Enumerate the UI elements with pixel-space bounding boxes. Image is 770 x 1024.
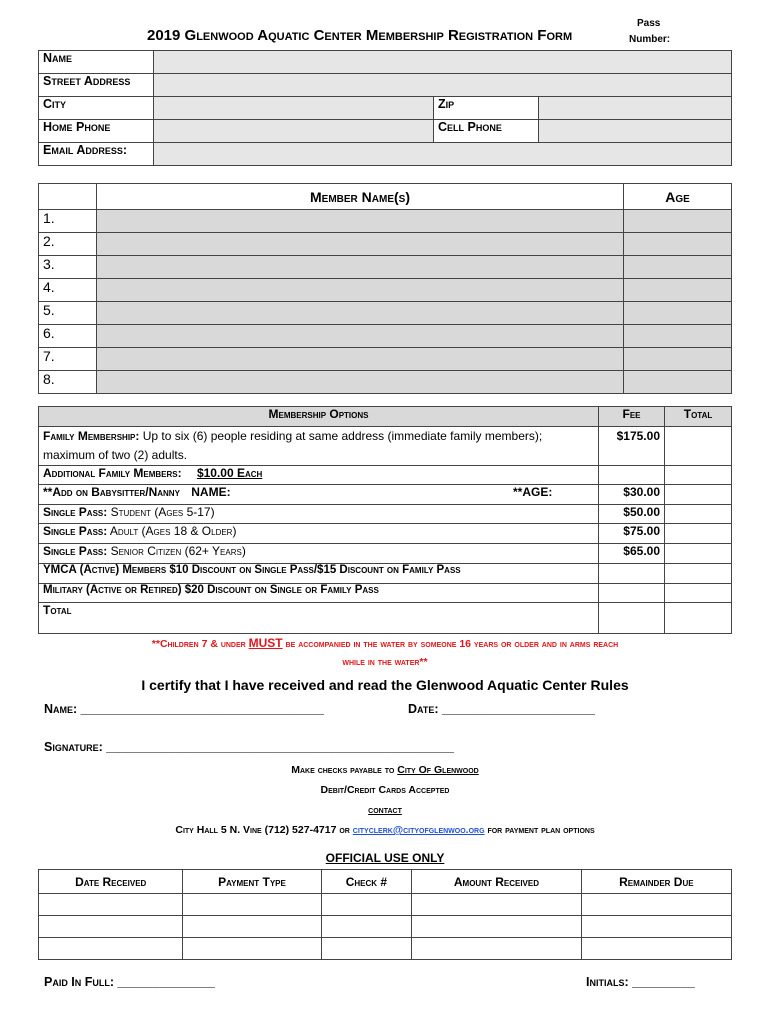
fee-header: Fee bbox=[599, 407, 665, 427]
membership-options-header: Membership Options bbox=[39, 407, 599, 427]
member-name-input[interactable] bbox=[97, 302, 624, 325]
member-age-input[interactable] bbox=[624, 325, 732, 348]
home-phone-label: Home Phone bbox=[39, 120, 154, 143]
family-membership-label: Family Membership: bbox=[43, 429, 140, 443]
babysitter-name-label: NAME: bbox=[191, 485, 231, 499]
adult-pass-label: Single Pass: bbox=[43, 524, 108, 538]
total-label: Total bbox=[39, 603, 599, 634]
warning-part1: **Children 7 & under bbox=[151, 638, 249, 650]
adult-fee: $50.00 bbox=[599, 505, 665, 524]
adult-total-input[interactable] bbox=[665, 524, 732, 544]
official-cell[interactable] bbox=[183, 894, 321, 916]
contact-or: or bbox=[336, 824, 353, 836]
family-total-input[interactable] bbox=[665, 427, 732, 466]
member-age-input[interactable] bbox=[624, 279, 732, 302]
ymca-discount: YMCA (Active) Members $10 Discount on Single Pass/$15 Discount on Family Pass bbox=[39, 564, 599, 584]
member-age-input[interactable] bbox=[624, 210, 732, 233]
check-number-header: Check # bbox=[321, 870, 412, 894]
official-cell[interactable] bbox=[321, 938, 412, 960]
street-label: Street Address bbox=[39, 74, 154, 97]
babysitter-row bbox=[39, 485, 599, 505]
family-membership-row bbox=[39, 427, 599, 466]
student-pass-desc: Student (Ages 5-17) bbox=[107, 505, 215, 519]
children-warning bbox=[38, 636, 732, 650]
member-row-number: 5. bbox=[39, 302, 97, 325]
checks-payee: City Of Glenwood bbox=[397, 764, 479, 776]
additional-members-label: Additional Family Members: bbox=[43, 466, 182, 480]
initials-field[interactable]: Initials: _________ bbox=[586, 975, 695, 989]
make-checks-line bbox=[38, 764, 732, 776]
member-row-number: 8. bbox=[39, 371, 97, 394]
official-cell[interactable] bbox=[321, 894, 412, 916]
adult-pass-desc: Adult (Ages 18 & Older) bbox=[107, 524, 237, 538]
senior-total-input[interactable] bbox=[665, 544, 732, 564]
military-total-input[interactable] bbox=[665, 584, 732, 603]
warning-part2: be accompanied in the water by someone 16 years or older and in arms reach bbox=[282, 638, 619, 650]
city-hall-info: City Hall 5 N. Vine (712) 527-4717 bbox=[175, 824, 337, 836]
member-name-input[interactable] bbox=[97, 233, 624, 256]
family-fee: $175.00 bbox=[599, 427, 665, 466]
member-name-input[interactable] bbox=[97, 256, 624, 279]
official-cell[interactable] bbox=[581, 894, 731, 916]
member-row-number: 7. bbox=[39, 348, 97, 371]
total-header: Total bbox=[665, 407, 732, 427]
contact-table bbox=[38, 50, 732, 166]
signature-field[interactable]: Signature: __________________________________________________ bbox=[44, 740, 454, 754]
membership-options-table bbox=[38, 406, 732, 634]
member-age-input[interactable] bbox=[624, 256, 732, 279]
official-cell[interactable] bbox=[183, 938, 321, 960]
zip-input[interactable] bbox=[539, 97, 732, 120]
official-cell[interactable] bbox=[39, 894, 183, 916]
senior-pass-label: Single Pass: bbox=[43, 544, 108, 558]
official-cell[interactable] bbox=[39, 916, 183, 938]
senior-fee-2: $65.00 bbox=[599, 544, 665, 564]
senior-pass-row bbox=[39, 544, 599, 564]
member-row-number: 3. bbox=[39, 256, 97, 279]
official-cell[interactable] bbox=[581, 938, 731, 960]
official-cell[interactable] bbox=[412, 894, 581, 916]
member-name-input[interactable] bbox=[97, 371, 624, 394]
member-name-header: Member Name(s) bbox=[97, 184, 624, 210]
email-input[interactable] bbox=[154, 143, 732, 166]
street-input[interactable] bbox=[154, 74, 732, 97]
additional-members-fee: $10.00 Each bbox=[196, 466, 263, 480]
certify-statement: I certify that I have received and read the Glenwood Aquatic Center Rules bbox=[141, 677, 629, 693]
member-age-input[interactable] bbox=[624, 348, 732, 371]
official-cell[interactable] bbox=[39, 938, 183, 960]
member-age-input[interactable] bbox=[624, 302, 732, 325]
name-label: Name bbox=[39, 51, 154, 74]
member-name-input[interactable] bbox=[97, 210, 624, 233]
name-input[interactable] bbox=[154, 51, 732, 74]
payment-type-header: Payment Type bbox=[183, 870, 321, 894]
certify-date-field[interactable]: Date: ______________________ bbox=[408, 702, 595, 716]
official-use-table bbox=[38, 869, 732, 960]
member-age-input[interactable] bbox=[624, 233, 732, 256]
certify-name-field[interactable]: Name: ___________________________________ bbox=[44, 702, 324, 716]
member-row-number: 1. bbox=[39, 210, 97, 233]
remainder-due-header: Remainder Due bbox=[581, 870, 731, 894]
student-fee: $30.00 bbox=[599, 485, 665, 505]
student-total-input[interactable] bbox=[665, 505, 732, 524]
member-name-input[interactable] bbox=[97, 348, 624, 371]
military-discount: Military (Active or Retired) $20 Discount on Single or Family Pass bbox=[39, 584, 599, 603]
zip-label: Zip bbox=[434, 97, 539, 120]
amount-received-header: Amount Received bbox=[412, 870, 581, 894]
warning-must: MUST bbox=[248, 636, 283, 650]
additional-total-input[interactable] bbox=[665, 466, 732, 485]
pass-number-label: Number: bbox=[629, 34, 671, 45]
member-name-input[interactable] bbox=[97, 325, 624, 348]
senior-fee: $75.00 bbox=[599, 524, 665, 544]
member-row-number: 4. bbox=[39, 279, 97, 302]
grand-total-input[interactable] bbox=[665, 603, 732, 634]
student-pass-label: Single Pass: bbox=[43, 505, 108, 519]
paid-in-full-field[interactable]: Paid In Full: ______________ bbox=[44, 975, 215, 989]
age-header: Age bbox=[624, 184, 732, 210]
clerk-email-link[interactable]: cityclerk@cityofglenwoo.org bbox=[352, 824, 485, 836]
members-table bbox=[38, 183, 732, 394]
official-cell[interactable] bbox=[321, 916, 412, 938]
official-cell[interactable] bbox=[412, 938, 581, 960]
senior-pass-desc: Senior Citizen (62+ Years) bbox=[107, 544, 246, 558]
adult-pass-row bbox=[39, 524, 599, 544]
official-cell[interactable] bbox=[183, 916, 321, 938]
home-phone-input[interactable] bbox=[154, 120, 434, 143]
family-membership-desc: Up to six (6) people residing at same address (immediate family members); maximum of two (2) adults. bbox=[43, 429, 543, 462]
city-input[interactable] bbox=[154, 97, 434, 120]
date-received-header: Date Received bbox=[39, 870, 183, 894]
member-name-input[interactable] bbox=[97, 279, 624, 302]
email-label: Email Address: bbox=[39, 143, 154, 166]
student-pass-row bbox=[39, 505, 599, 524]
warning-line-2: while in the water** bbox=[342, 656, 428, 668]
member-age-input[interactable] bbox=[624, 371, 732, 394]
babysitter-age-label: **AGE: bbox=[513, 485, 553, 499]
official-cell[interactable] bbox=[581, 916, 731, 938]
pass-label: Pass bbox=[637, 18, 661, 29]
additional-members-row bbox=[39, 466, 599, 485]
official-use-title: OFFICIAL USE ONLY bbox=[325, 851, 445, 865]
member-row-number: 2. bbox=[39, 233, 97, 256]
cell-phone-label: Cell Phone bbox=[434, 120, 539, 143]
contact-heading: contact bbox=[368, 804, 402, 816]
member-row-number: 6. bbox=[39, 325, 97, 348]
city-label: City bbox=[39, 97, 154, 120]
contact-line bbox=[38, 824, 732, 836]
ymca-total-input[interactable] bbox=[665, 564, 732, 584]
cell-phone-input[interactable] bbox=[539, 120, 732, 143]
payment-plan-text: for payment plan options bbox=[484, 824, 595, 836]
babysitter-label: **Add on Babysitter/Nanny bbox=[43, 485, 180, 499]
checks-prefix: Make checks payable to bbox=[291, 764, 398, 776]
babysitter-total-input[interactable] bbox=[665, 485, 732, 505]
page-title: 2019 Glenwood Aquatic Center Membership Registration Form bbox=[147, 27, 573, 44]
cards-accepted: Debit/Credit Cards Accepted bbox=[320, 784, 450, 796]
official-cell[interactable] bbox=[412, 916, 581, 938]
